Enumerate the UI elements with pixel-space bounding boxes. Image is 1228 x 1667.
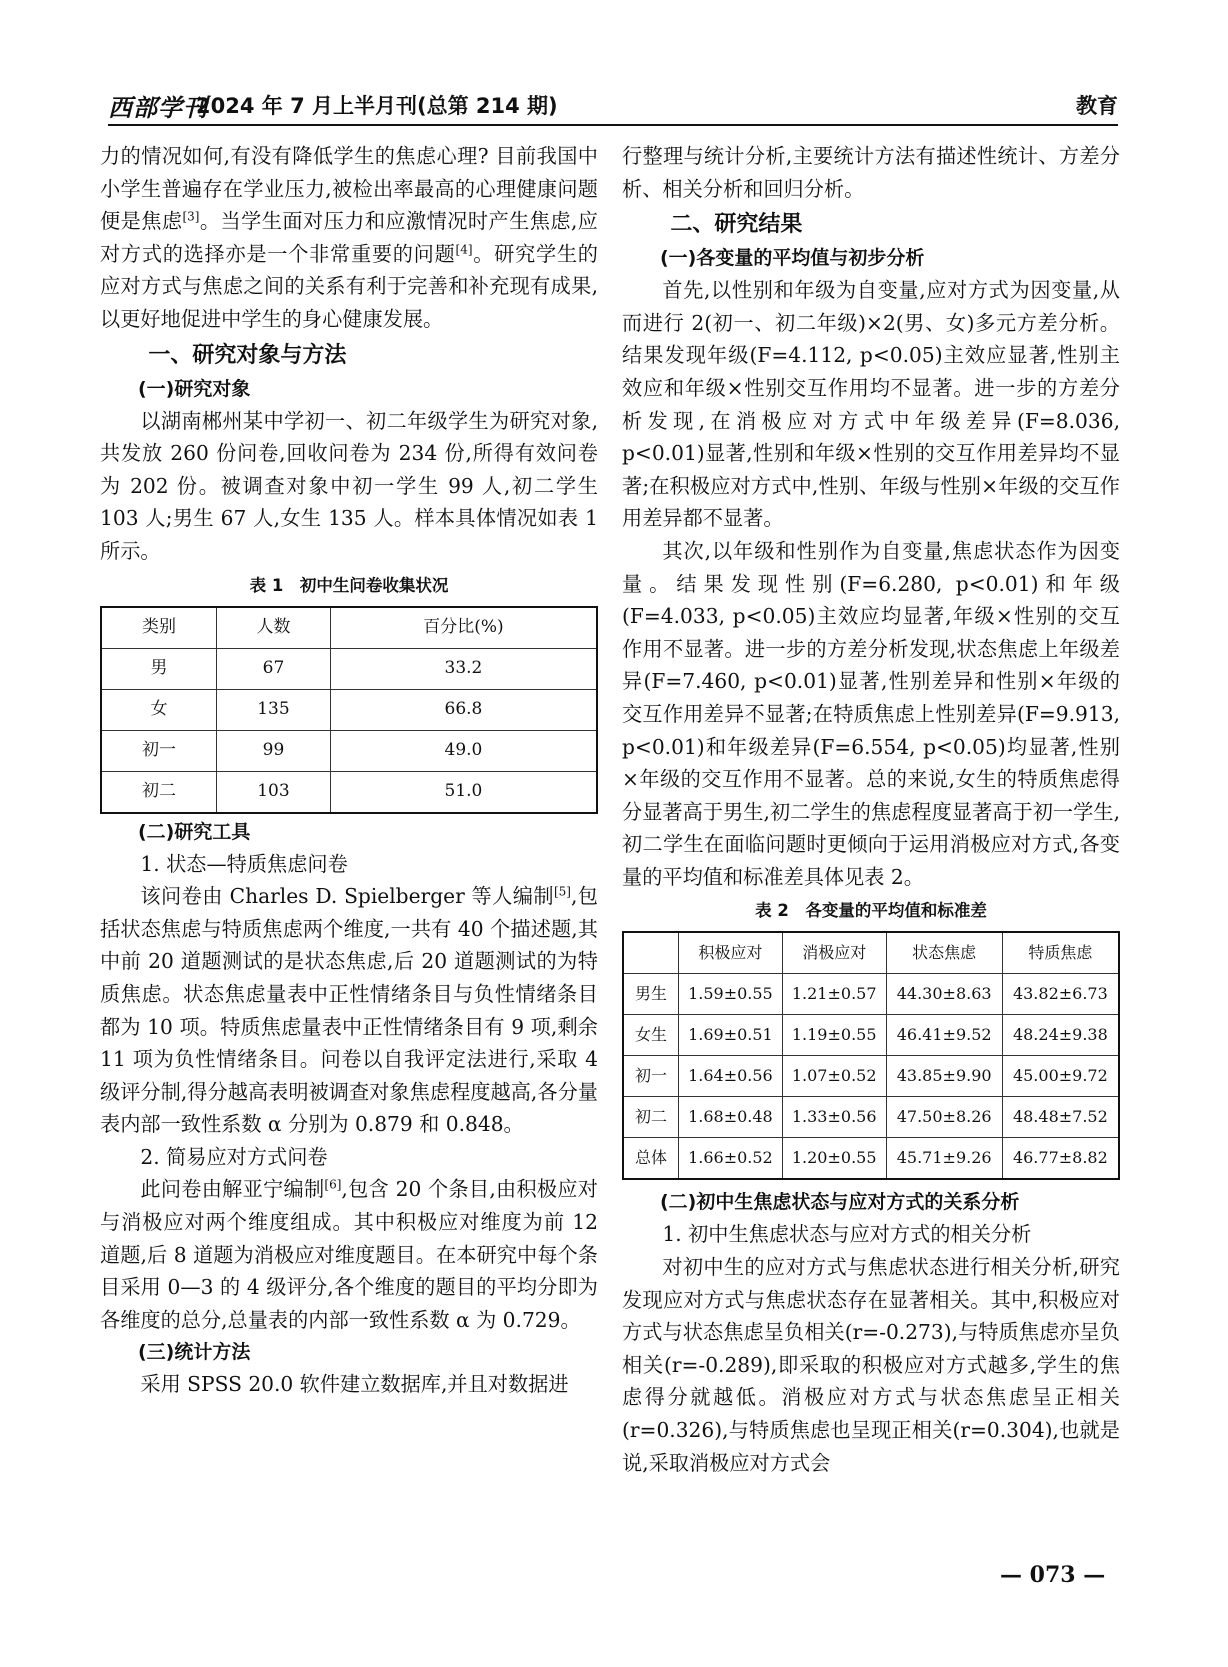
- paragraph: 力的情况如何,有没有降低学生的焦虑心理? 目前我国中小学生普遍存在学业压力,被检出率最高的心理健康问题便是焦虑[3]。当学生面对压力和应激情况时产生焦虑,应对方式的选择亦是一个非常重要的问题[4]。研究学生的应对方式与焦虑之间的关系有利于完善和补充现有成果,以更好地促进中学生的身心健康发展。: [100, 144, 598, 331]
- row-label: 男生: [623, 974, 679, 1015]
- subsection-heading: (三)统计方法: [138, 1341, 251, 1364]
- column-header: 特质焦虑: [1002, 932, 1119, 974]
- paragraph: 其次,以年级和性别作为自变量,焦虑状态作为因变量。结果发现性别(F=6.280, p<0.01)和年级(F=4.033, p<0.05)主效应均显著,年级×性别的交互作用不显著。进一步的方差分析发现,状态焦虑上年级差异(F=7.460, p<0.01)显著,性别差异和性别×年级的交互作用差异不显著;在特质焦虑上性别差异(F=9.913, p<0.01)和年级差异(F=6.554, p<0.05)均显著,性别×年级的交互作用不显著。总的来说,女生的特质焦虑得分显著高于男生,初二学生的焦虑程度显著高于初一学生,初二学生在面临问题时更倾向于运用消极应对方式,各变量的平均值和标准差具体见表 2。: [622, 538, 1120, 889]
- row-label: 女生: [623, 1015, 679, 1056]
- table-row: [101, 730, 597, 771]
- right-column: [622, 140, 1120, 1479]
- table-row: [101, 689, 597, 730]
- table-cell: 男: [101, 648, 217, 689]
- paragraph: 对初中生的应对方式与焦虑状态进行相关分析,研究发现应对方式与焦虑状态存在显著相关。其中,积极应对方式与状态焦虑呈负相关(r=-0.273),与特质焦虑亦呈负相关(r=-0.289),即采取的积极应对方式越多,学生的焦虑得分就越低。消极应对方式与状态焦虑呈正相关(r=0.326),与特质焦虑也呈现正相关(r=0.304),也就是说,采取消极应对方式会: [622, 1255, 1120, 1475]
- citation[interactable]: [3]: [182, 209, 200, 224]
- column-header: [623, 932, 679, 974]
- paragraph: 行整理与统计分析,主要统计方法有描述性统计、方差分析、相关分析和回归分析。: [622, 144, 1120, 201]
- table-cell: 33.2: [330, 648, 597, 689]
- table-cell: 46.77±8.82: [1002, 1138, 1119, 1180]
- tool-heading: 1. 初中生焦虑状态与应对方式的相关分析: [662, 1222, 1032, 1247]
- table-cell: 1.59±0.55: [679, 974, 783, 1015]
- table-row: [101, 771, 597, 813]
- subsection-heading: (二)初中生焦虑状态与应对方式的关系分析: [660, 1191, 1020, 1214]
- table-cell: 99: [217, 730, 331, 771]
- page-number: — 073 —: [1000, 1562, 1106, 1588]
- table-header-row: [101, 607, 597, 649]
- table-cell: 1.66±0.52: [679, 1138, 783, 1180]
- paragraph: 以湖南郴州某中学初一、初二年级学生为研究对象,共发放 260 份问卷,回收问卷为 234 份,所得有效问卷为 202 份。被调查对象中初一学生 99 人,初二学生 103 人;男生 67 人,女生 135 人。样本具体情况如表 1 所示。: [100, 408, 598, 563]
- left-column: [100, 140, 598, 1401]
- table-cell: 1.19±0.55: [782, 1015, 886, 1056]
- row-label: 初二: [623, 1097, 679, 1138]
- paragraph: 该问卷由 Charles D. Spielberger 等人编制[5],包括状态焦虑与特质焦虑两个维度,一共有 40 个描述题,其中前 20 道题测试的是状态焦虑,后 20 道题测试的为特质焦虑。状态焦虑量表中正性情绪条目与负性情绪条目都为 10 项。特质焦虑量表中正性情绪条目有 9 项,剩余 11 项为负性情绪条目。问卷以自我评定法进行,采取 4 级评分制,得分越高表明被调查对象焦虑程度越高,各分量表内部一致性系数 α 分别为 0.879 和 0.848。: [100, 884, 598, 1137]
- table-row: [623, 1097, 1119, 1138]
- table-cell: 51.0: [330, 771, 597, 813]
- column-header: 状态焦虑: [886, 932, 1002, 974]
- table-row: [101, 648, 597, 689]
- column-header: 类别: [101, 607, 217, 649]
- table-cell: 1.64±0.56: [679, 1056, 783, 1097]
- table-cell: 45.00±9.72: [1002, 1056, 1119, 1097]
- issue-info: 2024 年 7 月上半月刊(总第 214 期): [196, 94, 558, 118]
- running-header: [108, 84, 1118, 126]
- citation[interactable]: [4]: [455, 242, 473, 257]
- table-row: [623, 1015, 1119, 1056]
- subsection-heading: (一)研究对象: [138, 377, 251, 400]
- tool-heading: 2. 简易应对方式问卷: [140, 1144, 328, 1169]
- table-caption: 表 1 初中生问卷收集状况: [249, 575, 449, 595]
- table-cell: 1.07±0.52: [782, 1056, 886, 1097]
- section-tag: 教育: [1076, 94, 1118, 118]
- tool-heading: 1. 状态—特质焦虑问卷: [140, 851, 348, 876]
- section-heading: 二、研究结果: [670, 212, 803, 238]
- subsection-heading: (一)各变量的平均值与初步分析: [660, 247, 925, 270]
- journal-logo: 西部学刊: [108, 93, 208, 122]
- row-label: 总体: [623, 1138, 679, 1180]
- table-cell: 47.50±8.26: [886, 1097, 1002, 1138]
- table-cell: 初二: [101, 771, 217, 813]
- column-header: 消极应对: [782, 932, 886, 974]
- table-cell: 135: [217, 689, 331, 730]
- citation[interactable]: [6]: [324, 1177, 342, 1192]
- table-cell: 1.21±0.57: [782, 974, 886, 1015]
- table-caption: 表 2 各变量的平均值和标准差: [755, 901, 987, 921]
- table-cell: 48.24±9.38: [1002, 1015, 1119, 1056]
- table-cell: 66.8: [330, 689, 597, 730]
- paragraph: 采用 SPSS 20.0 软件建立数据库,并且对数据进: [140, 1372, 569, 1397]
- table-row: [623, 974, 1119, 1015]
- table-cell: 1.20±0.55: [782, 1138, 886, 1180]
- table-cell: 103: [217, 771, 331, 813]
- table-header-row: [623, 932, 1119, 974]
- table-cell: 1.68±0.48: [679, 1097, 783, 1138]
- table-1: [100, 606, 598, 814]
- table-cell: 1.33±0.56: [782, 1097, 886, 1138]
- paragraph: 首先,以性别和年级为自变量,应对方式为因变量,从而进行 2(初一、初二年级)×2(男、女)多元方差分析。结果发现年级(F=4.112, p<0.05)主效应显著,性别主效应和年级×性别交互作用均不显著。进一步的方差分析发现,在消极应对方式中年级差异(F=8.036, p<0.01)显著,性别和年级×性别的交互作用差异均不显著;在积极应对方式中,性别、年级与性别×年级的交互作用差异都不显著。: [622, 278, 1120, 531]
- row-label: 初一: [623, 1056, 679, 1097]
- paragraph: 此问卷由解亚宁编制[6],包含 20 个条目,由积极应对与消极应对两个维度组成。其中积极应对维度为前 12 道题,后 8 道题为消极应对维度题目。在本研究中每个条目采用 0—3 的 4 级评分,各个维度的题目的平均分即为各维度的总分,总量表的内部一致性系数 α 为 0.729。: [100, 1177, 598, 1332]
- table-cell: 46.41±9.52: [886, 1015, 1002, 1056]
- citation[interactable]: [5]: [553, 884, 571, 899]
- column-header: 百分比(%): [330, 607, 597, 649]
- table-cell: 49.0: [330, 730, 597, 771]
- table-cell: 48.48±7.52: [1002, 1097, 1119, 1138]
- table-cell: 1.69±0.51: [679, 1015, 783, 1056]
- table-row: [623, 1056, 1119, 1097]
- table-cell: 45.71±9.26: [886, 1138, 1002, 1180]
- column-header: 积极应对: [679, 932, 783, 974]
- table-cell: 44.30±8.63: [886, 974, 1002, 1015]
- table-2: [622, 931, 1120, 1180]
- subsection-heading: (二)研究工具: [138, 820, 251, 843]
- table-cell: 女: [101, 689, 217, 730]
- table-cell: 初一: [101, 730, 217, 771]
- section-heading: 一、研究对象与方法: [148, 342, 347, 368]
- table-cell: 43.82±6.73: [1002, 974, 1119, 1015]
- table-cell: 67: [217, 648, 331, 689]
- column-header: 人数: [217, 607, 331, 649]
- table-cell: 43.85±9.90: [886, 1056, 1002, 1097]
- table-row: [623, 1138, 1119, 1180]
